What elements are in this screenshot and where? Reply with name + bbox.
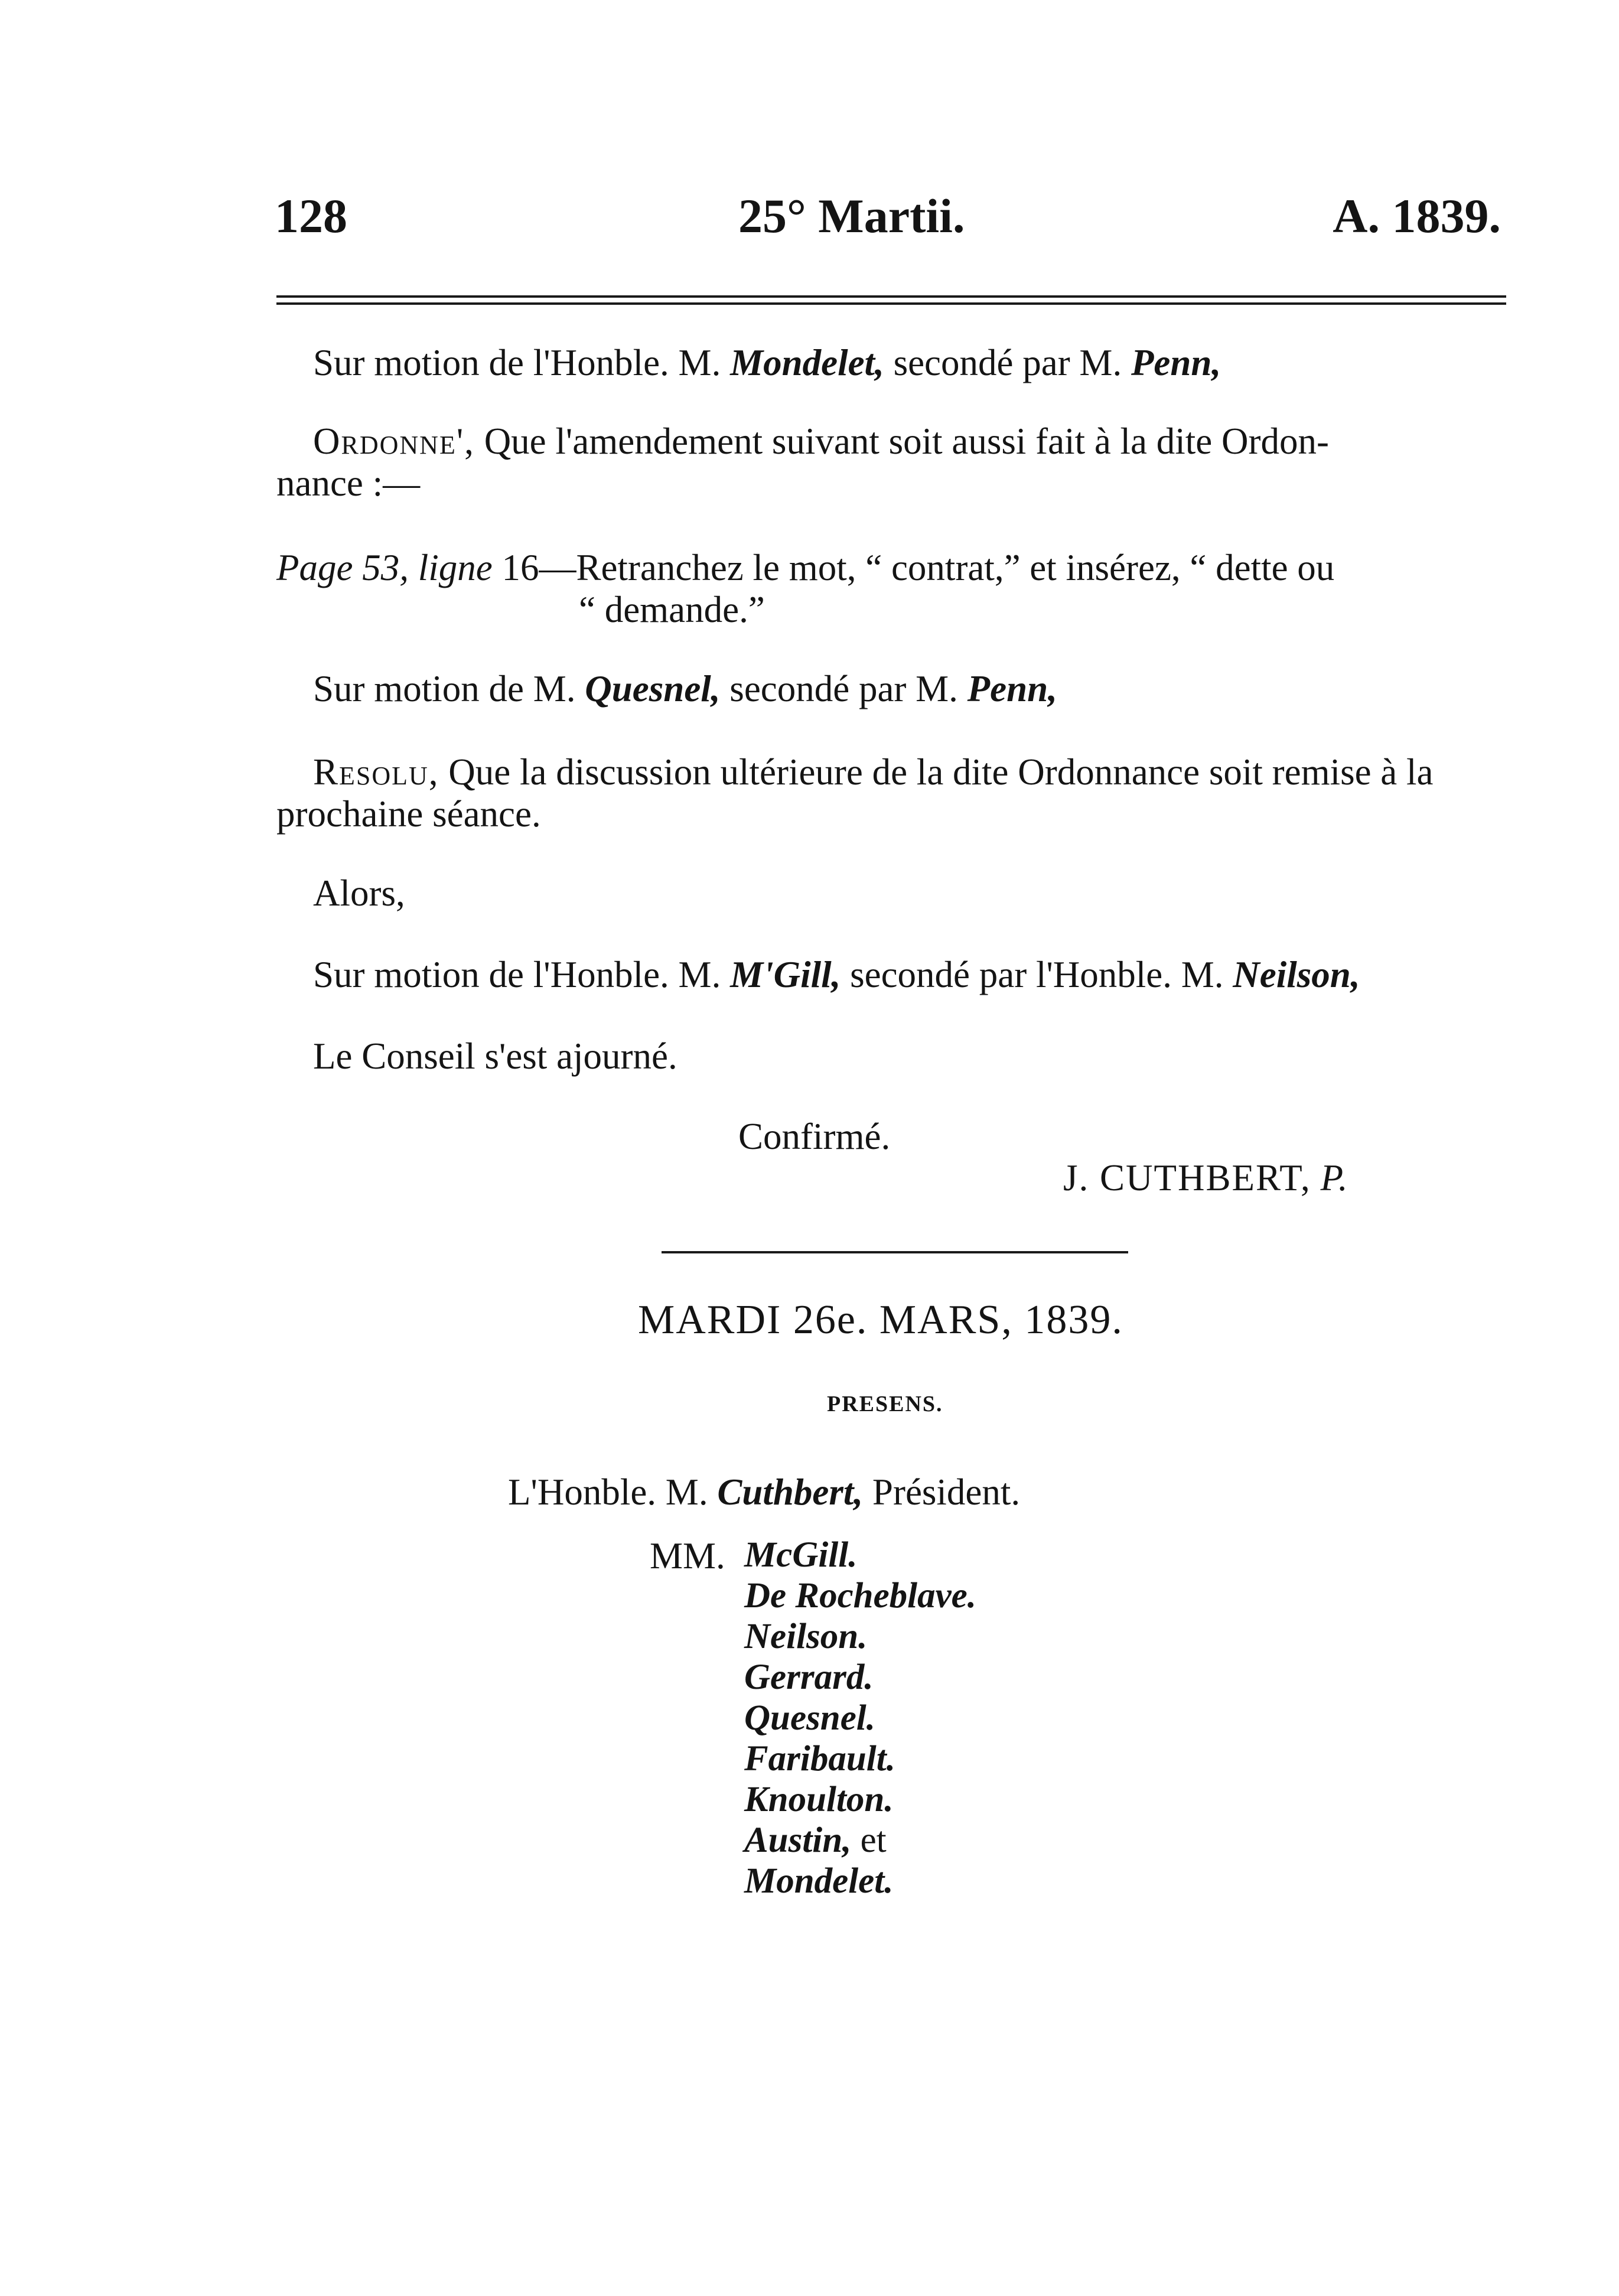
- motion-3: [313, 953, 1360, 996]
- signature-name: J. CUTHBERT,: [1063, 1157, 1311, 1199]
- amendment-paragraph: [276, 547, 1506, 588]
- motion-2-mover: Quesnel,: [585, 668, 721, 709]
- resolu-paragraph: [276, 751, 1506, 793]
- resolu-keyword: Resolu,: [313, 751, 439, 793]
- alors-line: Alors,: [313, 872, 405, 914]
- member-item: De Rocheblave.: [744, 1576, 976, 1616]
- member-item: Gerrard.: [744, 1657, 874, 1697]
- motion-2: [313, 667, 1057, 710]
- members-prefix: MM.: [650, 1535, 725, 1577]
- amendment-page: Page 53,: [276, 547, 409, 588]
- section-divider: [662, 1251, 1128, 1253]
- header-rule-top: [276, 295, 1506, 298]
- motion-3-mover: M'Gill,: [730, 954, 841, 995]
- signature-title: P.: [1320, 1157, 1348, 1199]
- ordonne-continuation: nance :—: [276, 463, 421, 504]
- amendment-continuation: “ demande.”: [579, 589, 765, 630]
- member-austin-suffix: et: [851, 1820, 887, 1860]
- member-item-austin: [744, 1822, 887, 1858]
- ordonne-text: Que l'amendement suivant soit aussi fait à la dite Ordon-: [484, 421, 1329, 462]
- member-item: Mondelet.: [744, 1861, 894, 1901]
- motion-2-seconder: Penn,: [967, 668, 1057, 709]
- date-heading: MARDI 26e. MARS, 1839.: [638, 1297, 1123, 1343]
- motion-1-lead: Sur motion de l'Honble. M.: [313, 342, 721, 383]
- motion-1-seconder: Penn,: [1131, 342, 1221, 383]
- motion-1-mid: secondé par M.: [893, 342, 1122, 383]
- ordonne-keyword: Ordonne',: [313, 421, 475, 462]
- president-lead: L'Honble. M.: [508, 1471, 708, 1513]
- member-item: Neilson.: [744, 1617, 868, 1656]
- ordonne-paragraph: [276, 421, 1506, 462]
- member-austin-name: Austin,: [744, 1820, 852, 1860]
- motion-1: [313, 341, 1221, 384]
- member-item: Quesnel.: [744, 1698, 875, 1738]
- confirme-line: Confirmé.: [738, 1116, 891, 1157]
- signature: [1063, 1157, 1348, 1199]
- running-head: 25° Martii.: [738, 189, 965, 243]
- motion-2-lead: Sur motion de M.: [313, 668, 576, 709]
- motion-1-mover: Mondelet,: [730, 342, 884, 383]
- resolu-continuation: prochaine séance.: [276, 793, 541, 835]
- motion-3-lead: Sur motion de l'Honble. M.: [313, 954, 721, 995]
- president-name: Cuthbert,: [717, 1471, 864, 1513]
- motion-2-mid: secondé par M.: [729, 668, 958, 709]
- page-number: 128: [275, 189, 347, 243]
- member-item: McGill.: [744, 1535, 858, 1575]
- header-rule-bottom: [276, 302, 1506, 305]
- president-role: Président.: [872, 1471, 1021, 1513]
- president-line: [508, 1471, 1020, 1513]
- member-item: Faribault.: [744, 1739, 895, 1779]
- resolu-text: Que la discussion ultérieure de la dite Ordonnance soit remise à la: [448, 751, 1434, 793]
- amendment-text: 16—Retranchez le mot, “ contrat,” et insérez, “ dette ou: [501, 547, 1335, 588]
- motion-3-seconder: Neilson,: [1233, 954, 1360, 995]
- member-item: Knoulton.: [744, 1780, 894, 1819]
- adjourn-line: Le Conseil s'est ajourné.: [313, 1035, 677, 1077]
- presens-label: PRESENS.: [827, 1392, 943, 1416]
- year-header: A. 1839.: [1333, 189, 1501, 243]
- amendment-ligne: ligne: [418, 547, 493, 588]
- motion-3-mid: secondé par l'Honble. M.: [850, 954, 1224, 995]
